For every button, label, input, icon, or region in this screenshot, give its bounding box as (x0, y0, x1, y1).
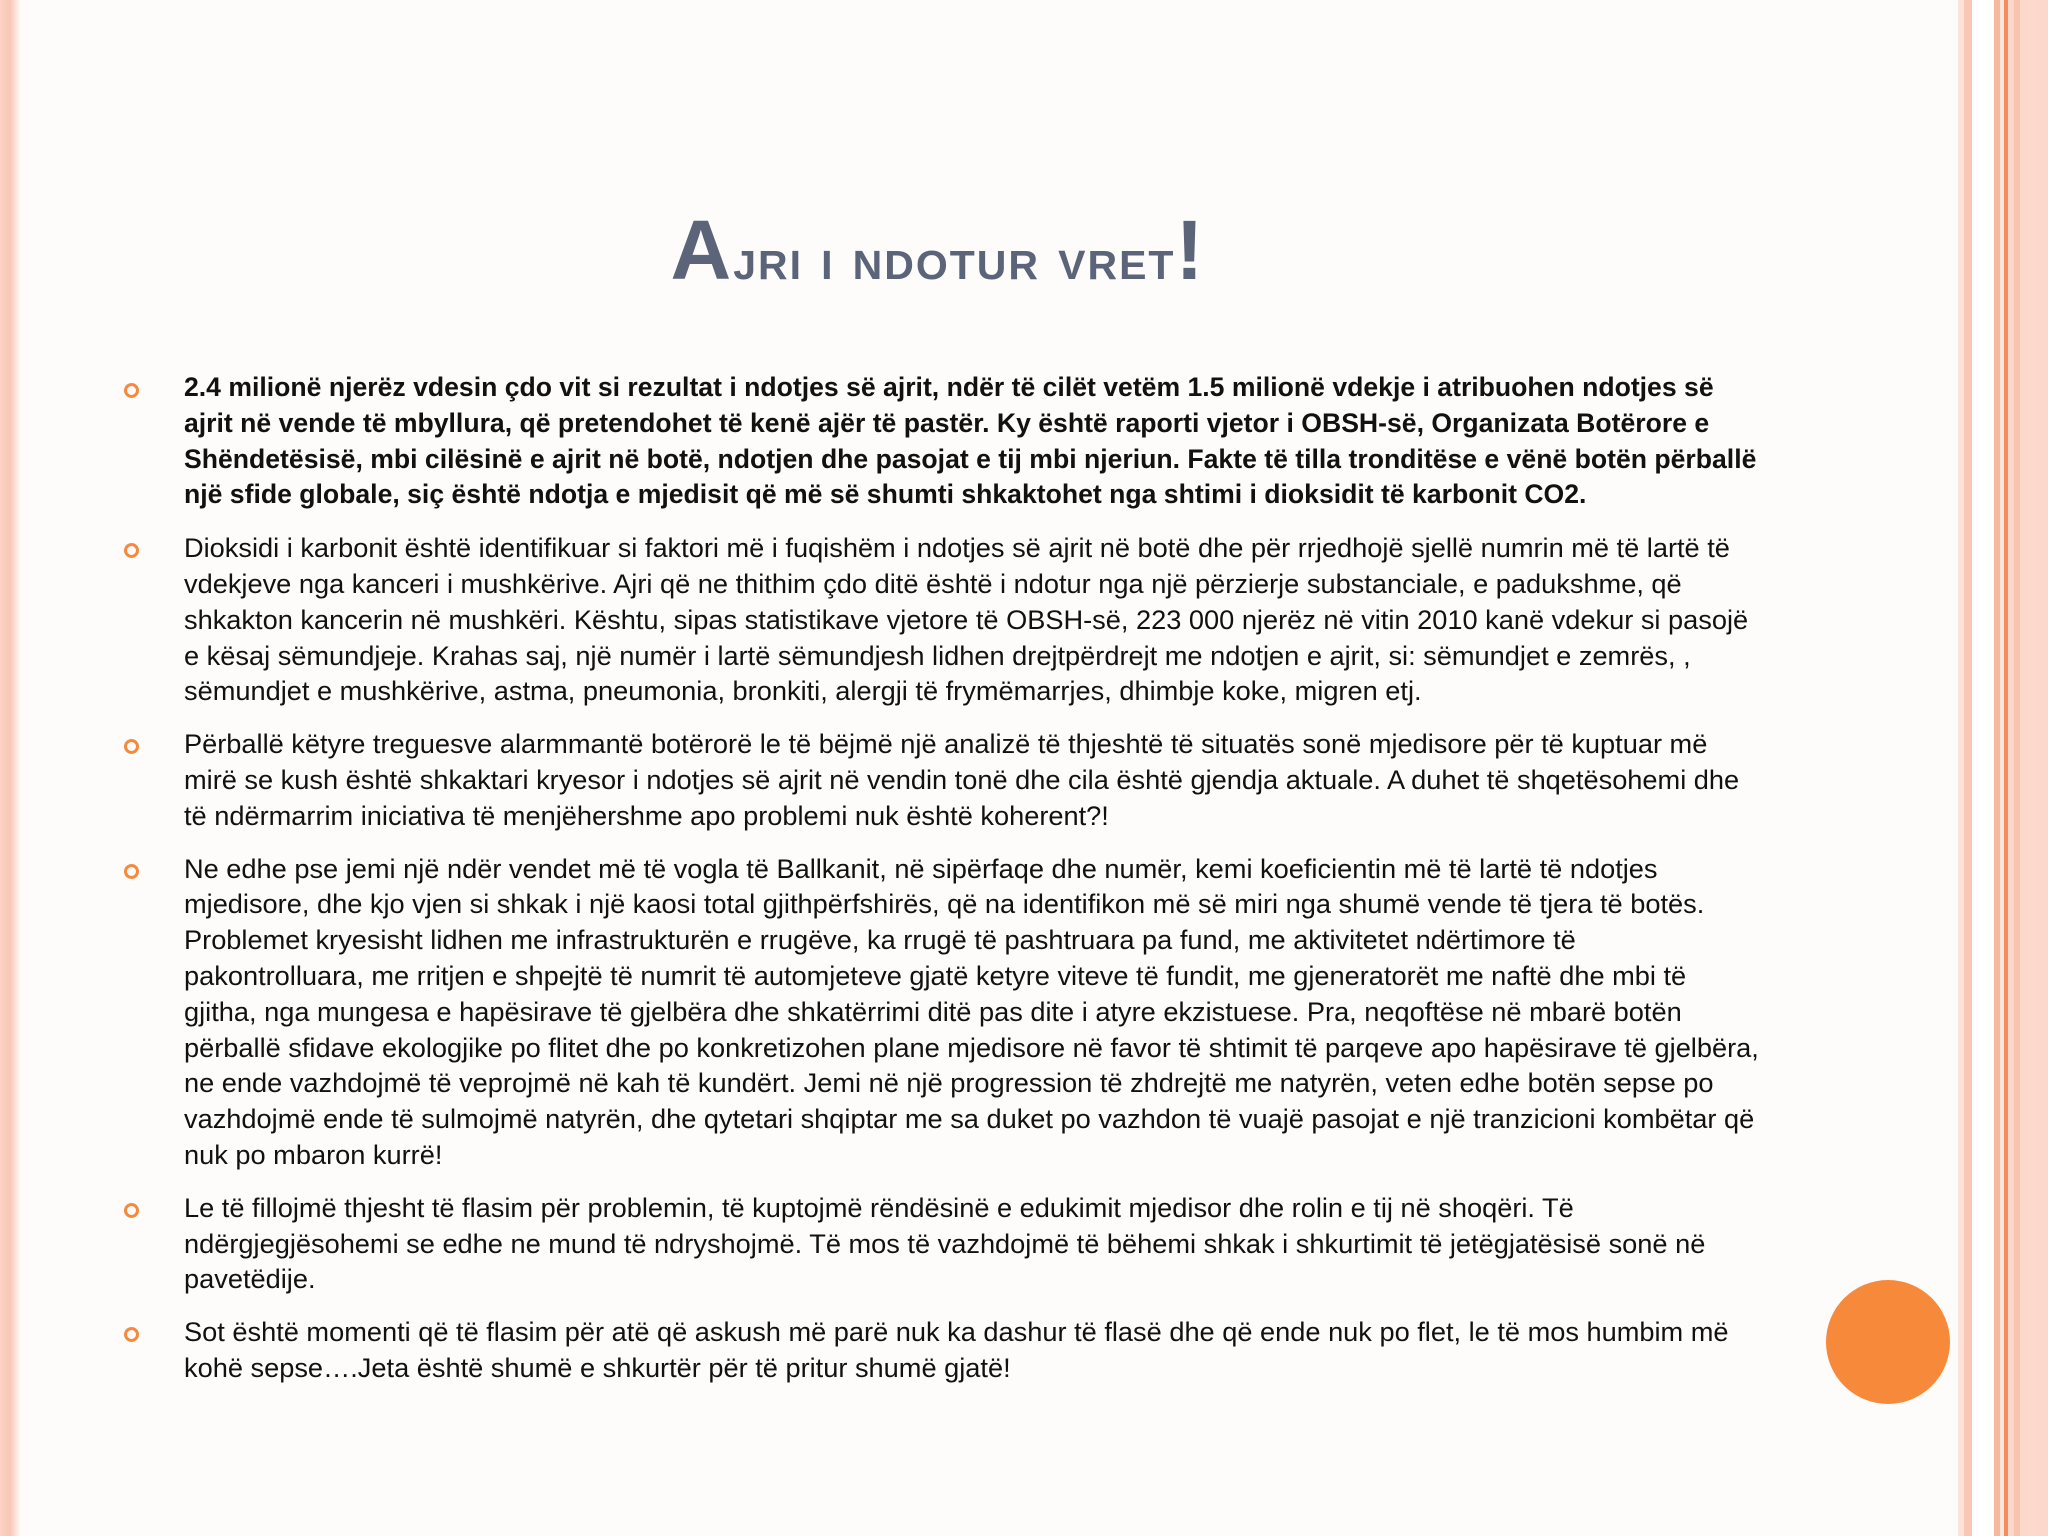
title-text: jri i ndotur vret (733, 227, 1176, 292)
bullet-item (120, 530, 1760, 709)
bullet-text: Le të fillojmë thjesht të flasim për problemin, të kuptojmë rëndësinë e edukimit mjedisor dhe rolin e tij në shoqëri. Të ndërgjegjësohemi se edhe ne mund të ndryshojmë. Të mos të vazhdojmë të bëhemi shkak i shkurtimit të jetëgjatësisë sonë në pavetëdije. (184, 1191, 1706, 1295)
bullet-text: 2.4 milionë njerëz vdesin çdo vit si rezultat i ndotjes së ajrit, ndër të cilët vetëm 1.5 milionë vdekje i atribuohen ndotjes së ajrit në vende të mbyllura, që pretendohet të kenë ajër të pastër. Ky është raporti vjetor i OBSH-së, Organizata Botërore e Shëndetësisë, mbi cilësinë e ajrit në botë, ndotjen dhe pasojat e tij mbi njeriun. Fakte të tilla tronditëse e vënë botën përballë një sfide globale, siç është ndotja e mjedisit që më së shumti shkaktohet nga shtimi i dioksidit të karbonit CO2. (184, 372, 1757, 510)
title-first-letter: A (670, 203, 734, 297)
bullet-text: Ne edhe pse jemi një ndër vendet më të vogla të Ballkanit, në sipërfaqe dhe numër, kemi koeficientin më të lartë të ndotjes mjedisore, dhe kjo vjen si shkak i një kaosi total gjithpërfshirës, që na identifikon më së miri nga shumë vende të tjera të botës. Problemet kryesisht lidhen me infrastrukturën e rrugëve, ka rrugë të pashtruara pa fund, me aktivitetet ndërtimore të pakontrolluara, me rritjen e shpejtë të numrit të automjeteve gjatë ketyre viteve të fundit, me gjeneratorët me naftë dhe mbi të gjitha, nga mungesa e hapësirave të gjelbëra dhe shkatërrimi ditë pas dite i atyre ekzistuese. Pra, neqoftëse në mbarë botën përballë sfidave ekologjike po flitet dhe po konkretizohen plane mjedisore në favor të shtimit të parqeve apo hapësirave të gjelbëra, ne ende vazhdojmë të veprojmë në kah të kundërt. Jemi në një progression të zhdrejtë me natyrën, veten edhe botën sepse po vazhdojmë ende të sulmojmë natyrën, dhe qytetari shqiptar me sa duket po vazhdon të vuajë pasojat e një tranzicioni kombëtar që nuk po mbaron kurrë! (184, 852, 1759, 1170)
bullet-item (120, 1314, 1760, 1386)
bullet-item (120, 726, 1760, 833)
circle-bullet-icon (124, 739, 139, 754)
bullet-text: Përballë këtyre treguesve alarmmantë botërorë le të bëjmë një analizë të thjeshtë të situatës sonë mjedisore për të kuptuar më mirë se kush është shkaktari kryesor i ndotjes së ajrit në vendin tonë dhe cila është gjendja aktuale. A duhet të shqetësohemi dhe të ndërmarrim iniciativa të menjëhershme apo problemi nuk është koherent?! (184, 728, 1740, 831)
bullet-item (120, 1190, 1760, 1297)
bullet-item (120, 370, 1760, 513)
circle-bullet-icon (124, 543, 139, 558)
bullet-item (120, 851, 1760, 1173)
bullet-text: Dioksidi i karbonit është identifikuar si faktori më i fuqishëm i ndotjes së ajrit në botë dhe për rrjedhojë sjellë numrin më të lartë të vdekjeve nga kanceri i mushkërive. Ajri që ne thithim çdo ditë është i ndotur nga një përzierje substanciale, e padukshme, që shkakton kancerin në mushkëri. Kështu, sipas statistikave vjetore të OBSH-së, 223 000 njerëz në vitin 2010 kanë vdekur si pasojë e kësaj sëmundjeje. Krahas saj, një numër i lartë sëmundjesh lidhen drejtpërdrejt me ndotjen e ajrit, si: sëmundjet e zemrës, , sëmundjet e mushkërive, astma, pneumonia, bronkiti, alergji të frymëmarrjes, dhimbje koke, migren etj. (184, 532, 1749, 707)
title-punctuation: ! (1175, 203, 1206, 297)
bullet-text: Sot është momenti që të flasim për atë që askush më parë nuk ka dashur të flasë dhe që ende nuk po flet, le të mos humbim më kohë sepse….Jeta është shumë e shkurtër për të pritur shumë gjatë! (184, 1316, 1729, 1383)
orange-circle-decoration (1826, 1280, 1950, 1404)
slide-title (0, 203, 1876, 297)
circle-bullet-icon (124, 864, 139, 879)
circle-bullet-icon (124, 1203, 139, 1218)
right-border-decoration (1958, 0, 2048, 1536)
circle-bullet-icon (124, 1327, 139, 1342)
bullet-list (120, 370, 1760, 1403)
circle-bullet-icon (124, 383, 139, 398)
